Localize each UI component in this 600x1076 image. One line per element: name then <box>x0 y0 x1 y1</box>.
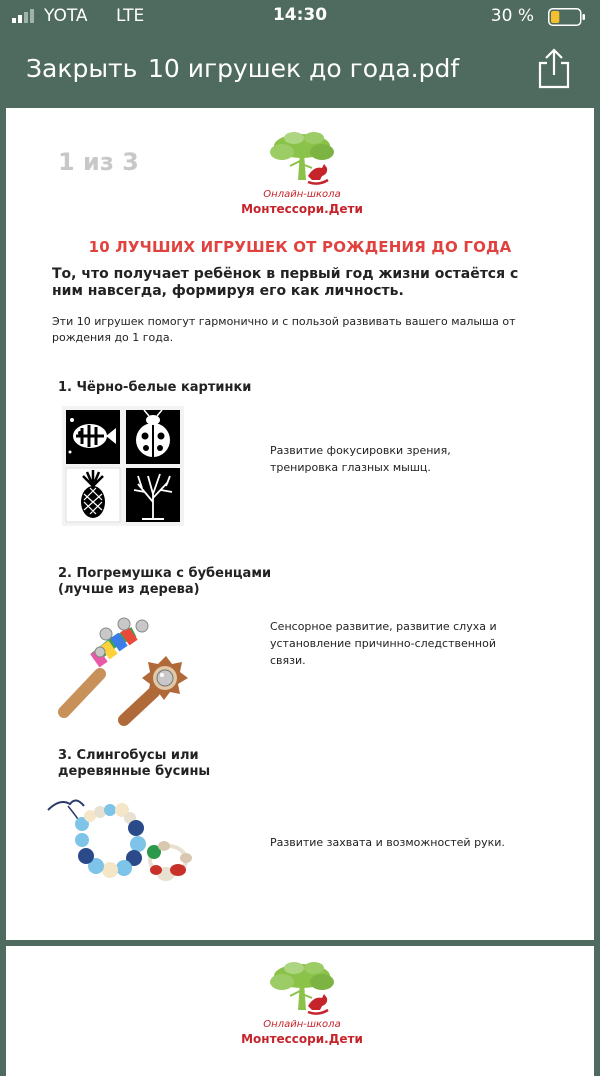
lead-paragraph: То, что получает ребёнок в первый год жизни остаётся с ним навсегда, формируя его как личность. <box>52 266 519 299</box>
tree-horse-logo-icon <box>264 130 340 186</box>
rattle-with-bells-image <box>54 612 204 728</box>
item-1-description: Развитие фокусировки зрения, тренировка глазных мышц. <box>270 444 451 474</box>
item-2-title: 2. Погремушка с бубенцами (лучше из дерева) <box>58 566 272 597</box>
item-1-title: 1. Чёрно-белые картинки <box>58 380 252 395</box>
logo-subtitle: Онлайн-школа <box>263 189 341 200</box>
close-button[interactable]: Закрыть <box>26 54 138 83</box>
item-3-title: 3. Слингобусы или деревянные бусины <box>58 748 211 779</box>
page-indicator: 1 из 3 <box>58 148 139 176</box>
logo-name: Монтессори.Дети <box>241 1032 363 1046</box>
pdf-page-2[interactable] <box>6 946 594 1076</box>
tree-horse-logo-icon <box>264 960 340 1016</box>
logo-subtitle: Онлайн-школа <box>263 1019 341 1030</box>
carrier-name: YOTA <box>44 6 88 26</box>
status-bar <box>0 0 600 32</box>
intro-paragraph: Эти 10 игрушек помогут гармонично и с пользой развивать вашего малыша от рождения до 1 года. <box>52 315 516 344</box>
logo-name: Монтессори.Дети <box>241 202 363 216</box>
item-2-description: Сенсорное развитие, развитие слуха и установление причинно-следственной связи. <box>270 620 497 667</box>
black-white-cards-image <box>62 406 184 526</box>
clock: 14:30 <box>272 5 328 25</box>
pdf-page-1[interactable] <box>6 108 594 940</box>
sling-beads-image <box>46 792 206 892</box>
school-logo <box>241 130 363 234</box>
document-title: 10 игрушек до года.pdf <box>148 54 460 83</box>
page-heading: 10 ЛУЧШИХ ИГРУШЕК ОТ РОЖДЕНИЯ ДО ГОДА <box>88 238 512 256</box>
battery-icon <box>548 8 586 26</box>
item-3-description: Развитие захвата и возможностей руки. <box>270 836 505 849</box>
network-type: LTE <box>116 6 145 26</box>
share-icon[interactable] <box>534 48 574 90</box>
school-logo <box>241 960 363 1064</box>
nav-bar <box>0 32 600 104</box>
battery-percentage: 30 % <box>490 6 534 26</box>
